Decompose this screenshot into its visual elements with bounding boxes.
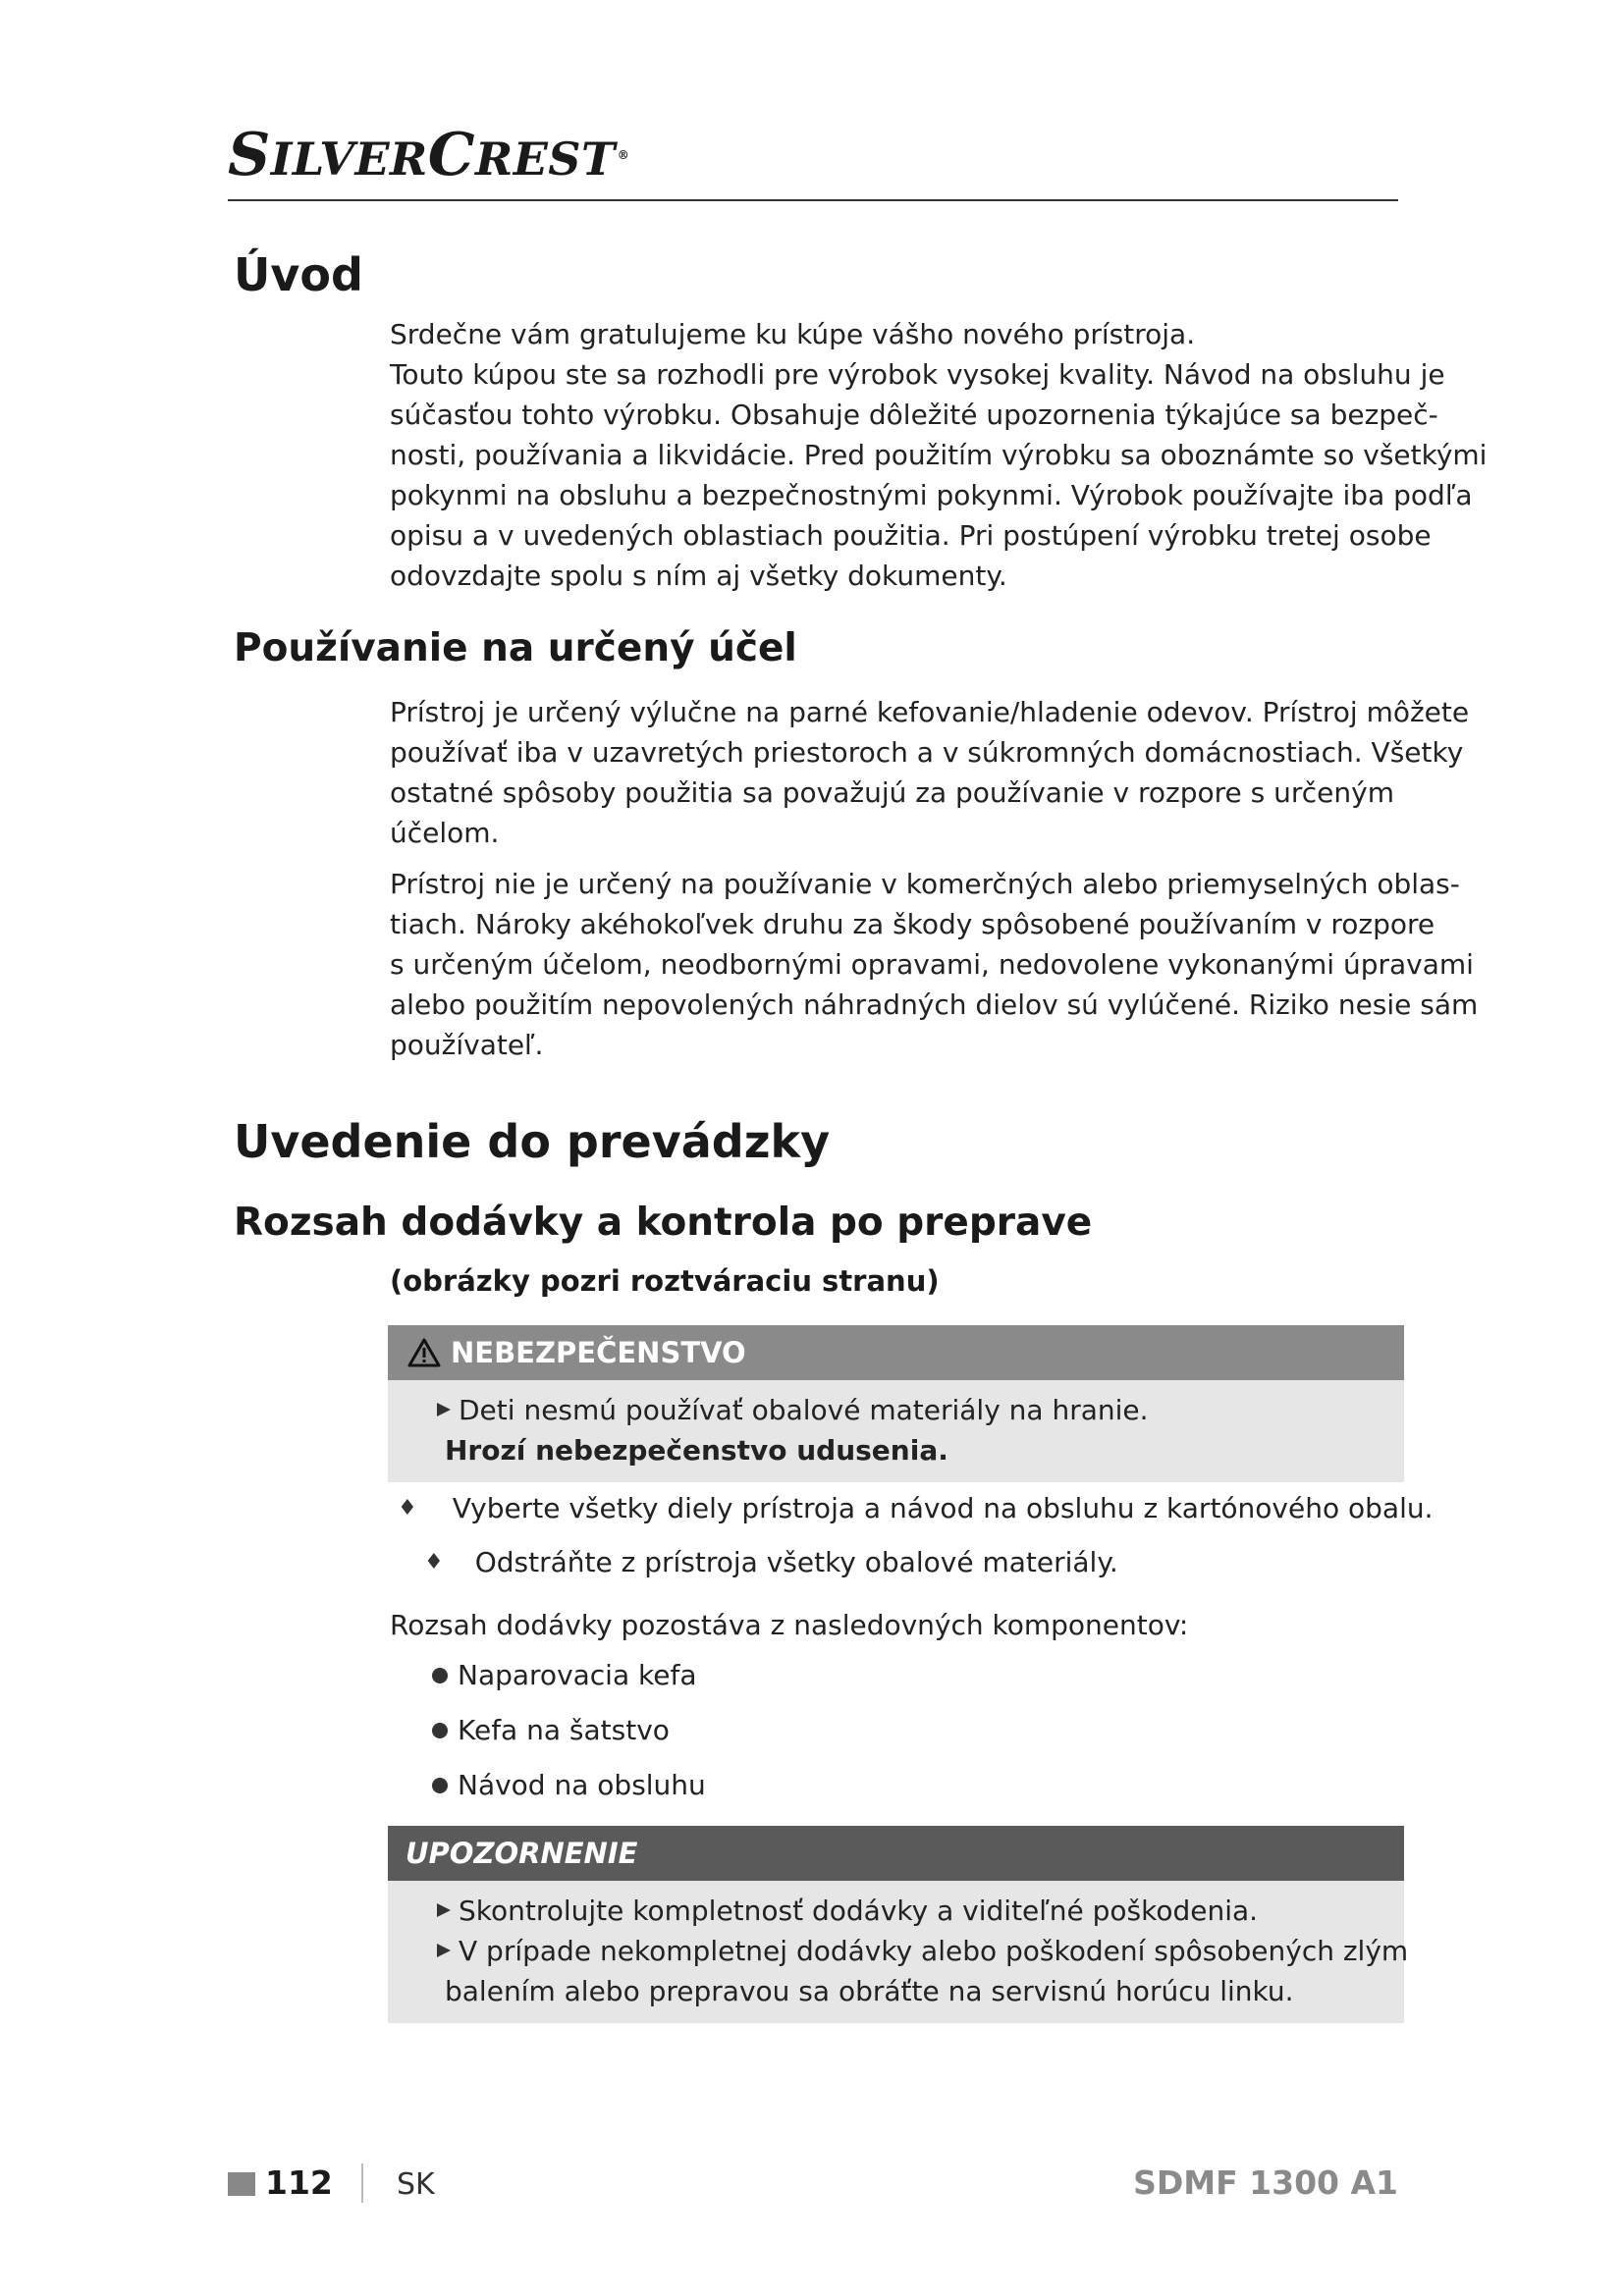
notice-header: [388, 1826, 1404, 1881]
diamond-bullet-icon: ♦: [398, 1496, 417, 1521]
figures-note: (obrázky pozri roztváraciu stranu): [390, 1264, 940, 1298]
model-number: SDMF 1300 A1: [1133, 2163, 1398, 2202]
text-line: opisu a v uvedených oblastiach použitia. Pri postúpení výrobku tretej osobe: [390, 519, 1432, 552]
text-line: účelom.: [390, 817, 500, 849]
text-line: ostatné spôsoby použitia sa považujú za používanie v rozpore s určeným: [390, 776, 1394, 809]
notice-box: [388, 1826, 1409, 2023]
danger-instruction: [388, 1390, 1404, 1430]
text-line: Prístroj je určený výlučne na parné kefovanie/hladenie odevov. Prístroj môžete: [390, 696, 1470, 728]
brand-letter: S: [228, 121, 271, 189]
notice-instruction-text: V prípade nekompletnej dodávky alebo poškodení spôsobených zlým: [459, 1935, 1409, 1967]
brand-text: REST: [475, 133, 616, 186]
language-code: SK: [397, 2167, 435, 2202]
arrow-icon: [437, 1403, 451, 1416]
commissioning-title: Uvedenie do prevádzky: [234, 1115, 831, 1168]
notice-instruction: [388, 1891, 1404, 1931]
text-line: Rozsah dodávky pozostáva z nasledovných komponentov:: [390, 1609, 1189, 1641]
delivery-scope-title: Rozsah dodávky a kontrola po preprave: [234, 1201, 1093, 1245]
brand-text: ILVER: [270, 133, 428, 186]
text-line: tiach. Nároky akéhokoľvek druhu za škody spôsobené používaním v rozpore: [390, 908, 1435, 940]
intended-use-paragraph-1: [390, 692, 1470, 853]
danger-header: [388, 1325, 1404, 1380]
text-line: Srdečne vám gratulujeme ku kúpe vášho nového prístroja.: [390, 318, 1196, 350]
component-text: Návod na obsluhu: [458, 1769, 706, 1801]
page-number: 112: [265, 2163, 333, 2202]
step-text: Vyberte všetky diely prístroja a návod na obsluhu z kartónového obalu.: [452, 1492, 1434, 1524]
text-line: pokynmi na obsluhu a bezpečnostnými pokynmi. Výrobok používajte iba podľa: [390, 479, 1473, 511]
notice-label: UPOZORNENIE: [406, 1837, 638, 1870]
intro-paragraph: [390, 314, 1488, 596]
page-marker: [228, 2172, 255, 2196]
text-line: alebo použitím nepovolených náhradných dielov sú vylúčené. Riziko nesie sám: [390, 988, 1479, 1021]
bullet-dot-icon: [432, 1778, 448, 1793]
text-line: Prístroj nie je určený na používanie v komerčných alebo priemyselných oblas-: [390, 868, 1460, 900]
intended-use-paragraph-2: [390, 864, 1479, 1065]
danger-box: [388, 1325, 1404, 1482]
arrow-icon: [437, 1944, 451, 1957]
component-text: Kefa na šatstvo: [458, 1714, 670, 1746]
intro-title: Úvod: [234, 248, 363, 301]
component-item: [432, 1659, 696, 1691]
arrow-icon: [437, 1903, 451, 1917]
step-item: [398, 1492, 1434, 1524]
scope-intro: [390, 1605, 1401, 1645]
diamond-bullet-icon: ♦: [424, 1550, 444, 1575]
danger-label: NEBEZPEČENSTVO: [451, 1336, 746, 1369]
notice-instruction-text: Skontrolujte kompletnosť dodávky a viditeľné poškodenia.: [459, 1895, 1259, 1927]
footer-divider: [361, 2163, 363, 2203]
danger-consequence: Hrozí nebezpečenstvo udusenia.: [445, 1434, 948, 1467]
component-item: [432, 1714, 670, 1746]
intended-use-title: Používanie na určený účel: [234, 626, 797, 670]
bullet-dot-icon: [432, 1723, 448, 1738]
text-line: Touto kúpou ste sa rozhodli pre výrobok vysokej kvality. Návod na obsluhu je: [390, 358, 1445, 391]
brand-letter: C: [427, 121, 475, 189]
component-item: [432, 1769, 706, 1801]
notice-instruction: [388, 1931, 1409, 1971]
text-line: nosti, používania a likvidácie. Pred použitím výrobku sa oboznámte so všetkými: [390, 439, 1488, 471]
text-line: používať iba v uzavretých priestoroch a v súkromných domácnostiach. Všetky: [390, 736, 1464, 769]
text-line: odovzdajte spolu s ním aj všetky dokumenty.: [390, 560, 1007, 592]
step-item: [424, 1546, 1118, 1578]
header-rule: [228, 199, 1398, 201]
danger-body: [388, 1380, 1404, 1482]
brand-logo: [228, 121, 630, 189]
bullet-dot-icon: [432, 1668, 448, 1683]
danger-instruction-text: Deti nesmú používať obalové materiály na hranie.: [459, 1394, 1149, 1426]
text-line: súčasťou tohto výrobku. Obsahuje dôležité upozornenia týkajúce sa bezpeč-: [390, 399, 1438, 431]
warning-triangle-icon: [407, 1338, 441, 1367]
notice-instruction-continuation: balením alebo prepravou sa obráťte na servisnú horúcu linku.: [445, 1975, 1294, 2007]
text-line: používateľ.: [390, 1029, 544, 1061]
component-text: Naparovacia kefa: [458, 1659, 697, 1691]
brand-reg-mark: ®: [617, 147, 630, 162]
notice-body: [388, 1881, 1409, 2023]
step-text: Odstráňte z prístroja všetky obalové materiály.: [474, 1546, 1118, 1578]
text-line: s určeným účelom, neodbornými opravami, nedovolene vykonanými úpravami: [390, 948, 1474, 981]
